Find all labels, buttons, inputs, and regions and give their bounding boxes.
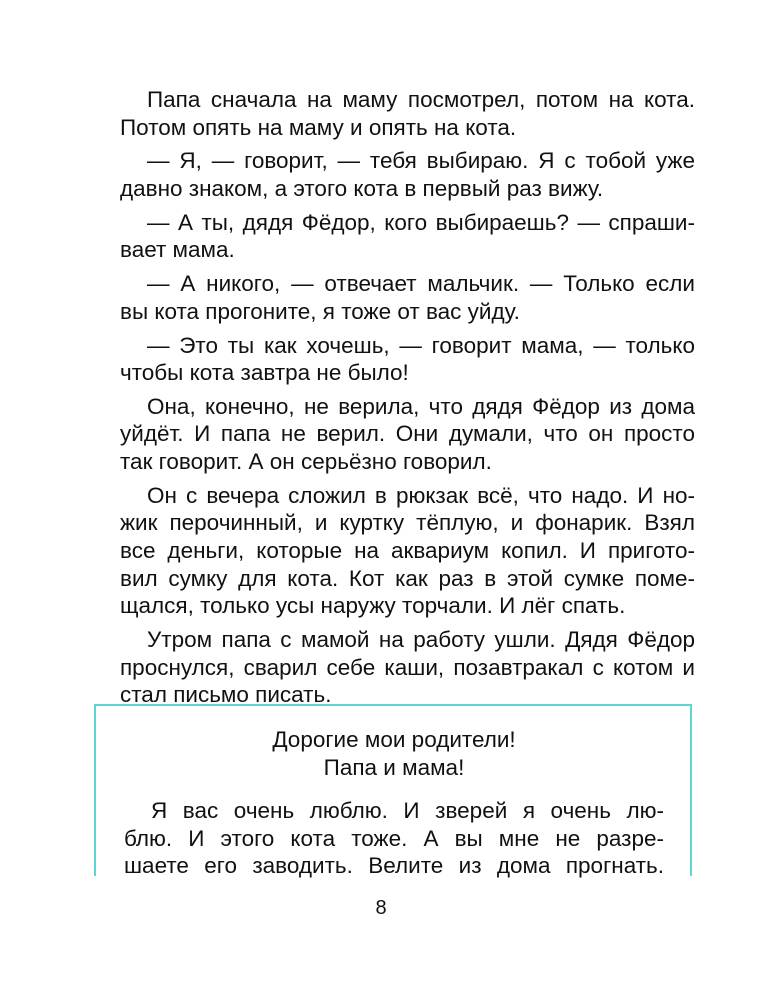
text-line: Потом опять на маму и опять на кота.	[120, 114, 517, 140]
text-line: — Я, — говорит, — тебя выбираю. Я с тобой уже	[147, 148, 695, 174]
text-line: вает мама.	[120, 237, 235, 263]
text-line: блю. И этого кота тоже. А вы мне не разре-	[124, 825, 664, 851]
text-line: стал письмо писать.	[120, 682, 332, 708]
letter-greeting-addressees: Папа и мама!	[323, 754, 465, 780]
text-line: чтобы кота завтра не было!	[120, 360, 409, 386]
text-line: — А никого, — отвечает мальчик. — Только если	[147, 271, 695, 297]
letter-paragraph	[124, 797, 664, 880]
letter-frame	[94, 704, 692, 879]
text-line: давно знаком, а этого кота в первый раз вижу.	[120, 175, 604, 201]
text-line: Он с вечера сложил в рюкзак всё, что надо. И но-	[147, 482, 695, 508]
text-line: Я вас очень люблю. И зверей я очень лю-	[151, 798, 664, 824]
text-line: вы кота прогоните, я тоже от вас уйду.	[120, 298, 520, 324]
letter-greeting: Дорогие мои родители!	[272, 727, 516, 752]
paragraph-4	[93, 270, 695, 325]
paragraph-7	[93, 482, 695, 620]
text-line: Утром папа с мамой на работу ушли. Дядя Фёдор	[147, 627, 695, 652]
text-line: Папа сначала на маму посмотрел, потом на кота.	[147, 87, 695, 112]
text-line: жик перочинный, и куртку тёплую, и фонарик. Взял	[120, 510, 695, 536]
page-number: 8	[375, 897, 387, 919]
text-line: Она, конечно, не верила, что дядя Фёдор из дома	[147, 393, 695, 419]
text-line: так говорит. А он серьёзно говорил.	[120, 449, 492, 475]
text-line: вил сумку для кота. Кот как раз в этой сумке поме-	[120, 565, 695, 591]
text-line: все деньги, которые на аквариум копил. И пригото-	[120, 538, 695, 564]
paragraph-6	[93, 393, 695, 476]
letter-text	[124, 726, 664, 880]
paragraph-3	[93, 209, 695, 264]
paragraph-8	[93, 626, 695, 709]
text-line: шаете его заводить. Велите из дома прогнать.	[124, 853, 664, 879]
text-line: проснулся, сварил себе каши, позавтракал с котом и	[120, 654, 695, 680]
text-line: — Это ты как хочешь, — говорит мама, — только	[147, 332, 695, 358]
text-line: — А ты, дядя Фёдор, кого выбираешь? — спраши-	[147, 209, 695, 235]
paragraph-2	[93, 147, 695, 202]
story-text	[93, 86, 695, 715]
text-line: уйдёт. И папа не верил. Они думали, что он просто	[120, 421, 695, 447]
paragraph-5	[93, 332, 695, 387]
paragraph-1	[93, 86, 695, 141]
text-line: щался, только усы наружу торчали. И лёг спать.	[120, 593, 626, 619]
